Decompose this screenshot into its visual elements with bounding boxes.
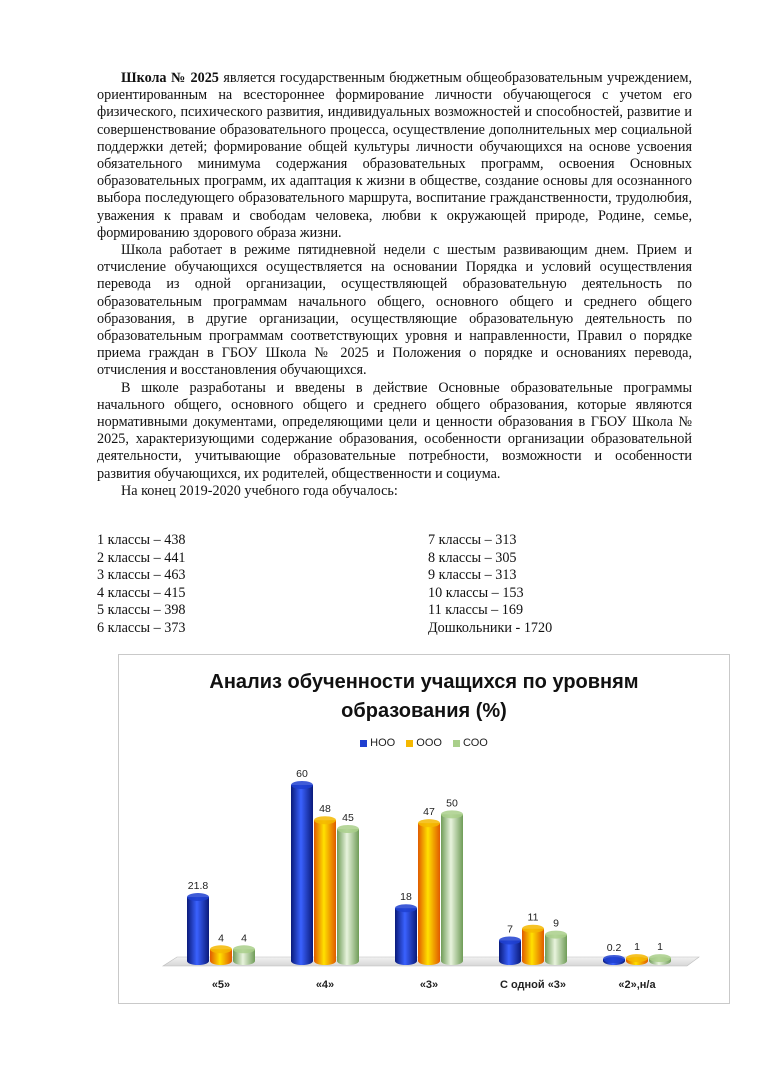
bar-base <box>418 957 440 965</box>
bar-base <box>233 957 255 965</box>
bar <box>291 785 313 961</box>
bar-base <box>499 957 521 965</box>
chart-plot <box>119 655 729 1003</box>
list-item: 3 классы – 463 <box>97 567 186 584</box>
data-label: 4 <box>241 932 247 945</box>
bar-base <box>337 957 359 965</box>
bar <box>418 823 440 961</box>
bar <box>187 897 209 961</box>
data-label: 18 <box>400 891 412 904</box>
bar <box>314 820 336 961</box>
bar-top <box>522 925 544 933</box>
enrollment-column-right <box>428 532 552 638</box>
legend-label: СОО <box>463 737 488 749</box>
list-item: 4 классы – 415 <box>97 584 186 601</box>
school-name: Школа № 2025 <box>121 70 219 86</box>
list-item: 5 классы – 398 <box>97 602 186 619</box>
paragraph-2: Школа работает в режиме пятидневной недели с шестым развивающим днем. Прием и отчисление обучающихся осуществляется на основании Порядка и условий осуществления перевода из одной организации, осуществляющей образовательную деятельность по образовательным программам начального общего, основного общего и среднего общего образования, в другие организации, осуществляющие образовательную деятельность по образовательным программам соответствующих уровня и направленности, Правил о порядке приема граждан в ГБОУ Школа № 2025 и Положения о порядке и основаниях перевода, отчисления и восстановления обучающихся. <box>97 242 692 379</box>
body-text <box>97 70 692 500</box>
chart-title-line-2: образования (%) <box>341 700 507 722</box>
bar-top <box>233 945 255 953</box>
data-label: 21.8 <box>187 880 209 893</box>
data-label: 50 <box>446 797 458 810</box>
chart-title-line-1: Анализ обученности учащихся по уровням <box>209 671 639 693</box>
legend-label: НОО <box>370 737 396 749</box>
data-label: 45 <box>342 812 354 824</box>
data-label: 7 <box>507 923 513 936</box>
bar-base <box>187 957 209 965</box>
list-item: 8 классы – 305 <box>428 549 517 566</box>
bar-top <box>649 954 671 962</box>
data-label: 47 <box>423 806 435 819</box>
bar-base <box>395 957 417 965</box>
bar-top <box>395 904 417 912</box>
data-label: 60 <box>296 768 308 780</box>
list-item: 10 классы – 153 <box>428 584 524 601</box>
category-label: С одной «3» <box>499 979 567 991</box>
data-label: 1 <box>634 941 640 954</box>
bar-base <box>291 957 313 965</box>
data-label: 11 <box>527 911 539 924</box>
bar-top <box>499 936 521 944</box>
bar <box>337 829 359 961</box>
bar-top <box>603 955 625 963</box>
data-label: 4 <box>218 932 224 945</box>
data-label: 0.2 <box>606 942 622 954</box>
list-item: 9 классы – 313 <box>428 567 517 584</box>
data-label: 9 <box>553 917 559 930</box>
bar-top <box>626 954 648 962</box>
bar-top <box>418 819 440 827</box>
list-item: Дошкольники - 1720 <box>428 619 553 636</box>
bar-top <box>210 945 232 953</box>
category-label: «5» <box>211 979 231 991</box>
bar-base <box>522 957 544 965</box>
results-chart <box>118 654 730 1004</box>
bar-top <box>314 816 336 824</box>
bar-top <box>187 893 209 901</box>
bar-top <box>545 931 567 939</box>
list-item: 7 классы – 313 <box>428 532 517 548</box>
bar-top <box>441 810 463 818</box>
bar <box>522 929 544 961</box>
paragraph-3: В школе разработаны и введены в действие Основные образовательные программы начального общего, основного общего и среднего общего образования, которые являются нормативными документами, определяющими цели и ценности образования в ГБОУ Школа № 2025, характеризующими содержание образования, особенности организации образовательной деятельности, учитывающие образовательные потребности, возможности и особенности развития обучающихся, их родителей, общественности и социума. <box>97 379 692 482</box>
enrollment-lead: На конец 2019-2020 учебного года обучалось: <box>121 482 398 499</box>
bar <box>441 814 463 961</box>
bar-base <box>314 957 336 965</box>
bar-top <box>291 781 313 789</box>
category-label: «3» <box>419 979 439 991</box>
data-label: 48 <box>319 803 331 816</box>
bar-base <box>210 957 232 965</box>
list-item: 6 классы – 373 <box>97 619 186 636</box>
list-item: 11 классы – 169 <box>428 602 524 619</box>
list-item: 2 классы – 441 <box>97 549 186 566</box>
enrollment-column-left <box>97 532 186 638</box>
bar-base <box>441 957 463 965</box>
category-label: «4» <box>315 979 335 991</box>
data-label: 1 <box>657 941 663 954</box>
category-label: «2»,н/а <box>618 979 656 991</box>
list-item: 1 классы – 438 <box>97 532 186 548</box>
legend-label: ООО <box>416 737 442 749</box>
paragraph-1-text: является государственным бюджетным общеобразовательным учреждением, ориентированным на всестороннее формирование личности обучающегося с учетом его физического, психического развития, индивидуальных возможностей и способностей, развитие и совершенствование образовательного процесса, осуществление дополнительных мер социальной поддержки детей; формирование общей культуры личности обучающихся на основе усвоения обязательного минимума содержания образовательных программ, освоения Основных образовательных программ, их адаптация к жизни в обществе, создание основы для осознанного выбора последующего образовательного маршрута, воспитание гражданственности, трудолюбия, уважения к правам и свободам человека, любви к окружающей природе, Родине, семье, формированию здорового образа жизни. <box>97 70 692 241</box>
paragraph-1 <box>97 70 692 242</box>
bar-base <box>545 957 567 965</box>
bar-top <box>337 825 359 833</box>
bar <box>395 908 417 961</box>
